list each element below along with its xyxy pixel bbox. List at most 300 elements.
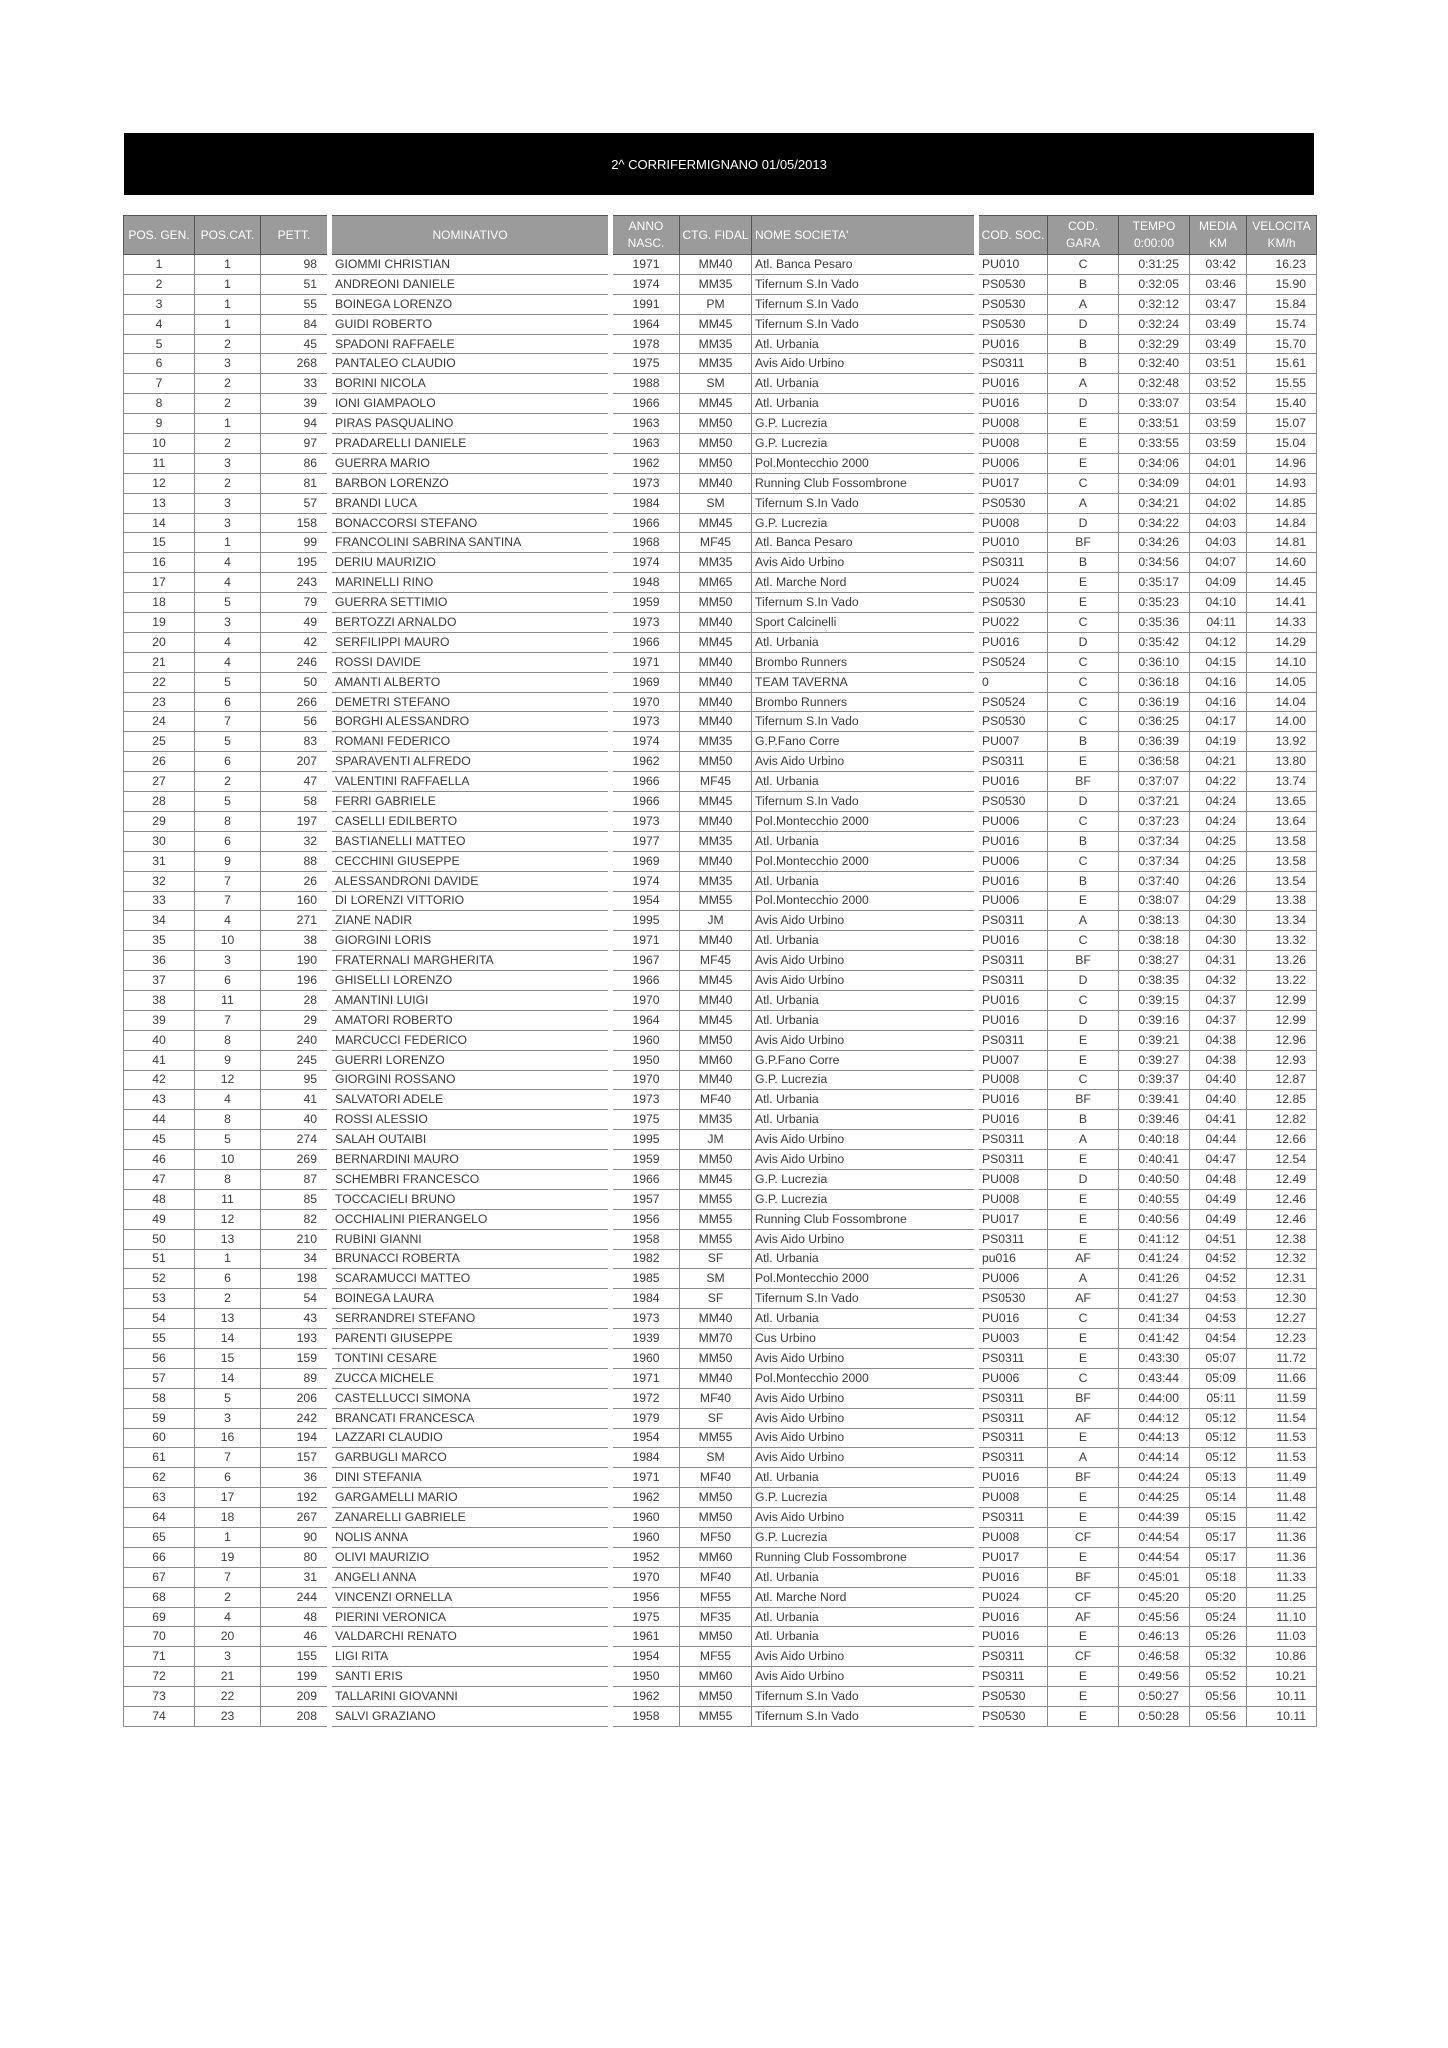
cell-velocita: 13.54 <box>1247 871 1317 891</box>
cell-cod-gara: BF <box>1048 1567 1119 1587</box>
cell-cod-soc: PS0530 <box>977 712 1048 732</box>
cell-societa: Pol.Montecchio 2000 <box>752 1269 977 1289</box>
cell-ctg: MM55 <box>680 891 752 911</box>
cell-pos-cat: 2 <box>195 772 261 792</box>
cell-nominativo: GHISELLI LORENZO <box>330 971 611 991</box>
cell-tempo: 0:45:20 <box>1119 1587 1190 1607</box>
cell-pos-gen: 61 <box>124 1448 195 1468</box>
cell-velocita: 12.85 <box>1247 1090 1317 1110</box>
cell-pos-gen: 54 <box>124 1309 195 1329</box>
cell-nominativo: BERTOZZI ARNALDO <box>330 613 611 633</box>
cell-velocita: 12.46 <box>1247 1189 1317 1209</box>
cell-ctg: MF45 <box>680 772 752 792</box>
cell-pett: 90 <box>261 1528 330 1548</box>
cell-cod-gara: A <box>1048 1448 1119 1468</box>
cell-pett: 210 <box>261 1229 330 1249</box>
cell-nominativo: MARINELLI RINO <box>330 573 611 593</box>
table-row <box>124 951 1317 971</box>
cell-pett: 38 <box>261 931 330 951</box>
cell-cod-soc: PU003 <box>977 1329 1048 1349</box>
cell-velocita: 12.32 <box>1247 1249 1317 1269</box>
cell-pos-gen: 57 <box>124 1368 195 1388</box>
table-row <box>124 1408 1317 1428</box>
cell-anno: 1966 <box>611 394 680 414</box>
cell-pett: 206 <box>261 1388 330 1408</box>
cell-velocita: 12.38 <box>1247 1229 1317 1249</box>
cell-anno: 1969 <box>611 851 680 871</box>
cell-ctg: SM <box>680 1269 752 1289</box>
cell-anno: 1956 <box>611 1587 680 1607</box>
cell-velocita: 12.99 <box>1247 990 1317 1010</box>
table-row <box>124 414 1317 434</box>
cell-anno: 1954 <box>611 1647 680 1667</box>
cell-ctg: MM70 <box>680 1329 752 1349</box>
cell-cod-gara: AF <box>1048 1249 1119 1269</box>
cell-ctg: JM <box>680 1130 752 1150</box>
cell-cod-gara: AF <box>1048 1408 1119 1428</box>
cell-pos-cat: 6 <box>195 692 261 712</box>
cell-pett: 84 <box>261 314 330 334</box>
table-row <box>124 1428 1317 1448</box>
cell-cod-soc: PU022 <box>977 613 1048 633</box>
table-row <box>124 931 1317 951</box>
cell-pett: 274 <box>261 1130 330 1150</box>
cell-nominativo: GIORGINI ROSSANO <box>330 1070 611 1090</box>
cell-velocita: 14.10 <box>1247 652 1317 672</box>
cell-velocita: 11.10 <box>1247 1607 1317 1627</box>
cell-pos-gen: 68 <box>124 1587 195 1607</box>
cell-societa: Atl. Urbania <box>752 334 977 354</box>
cell-cod-gara: E <box>1048 1209 1119 1229</box>
cell-tempo: 0:44:13 <box>1119 1428 1190 1448</box>
cell-pos-cat: 6 <box>195 971 261 991</box>
table-row <box>124 1707 1317 1727</box>
cell-nominativo: GUERRA SETTIMIO <box>330 593 611 613</box>
cell-ctg: MM50 <box>680 1348 752 1368</box>
cell-velocita: 11.25 <box>1247 1587 1317 1607</box>
cell-pett: 85 <box>261 1189 330 1209</box>
cell-velocita: 14.45 <box>1247 573 1317 593</box>
cell-societa: Atl. Urbania <box>752 1607 977 1627</box>
cell-cod-gara: E <box>1048 1428 1119 1448</box>
cell-ctg: MM45 <box>680 792 752 812</box>
header-velocita: VELOCITA KM/h <box>1247 216 1317 255</box>
table-row <box>124 632 1317 652</box>
cell-cod-gara: E <box>1048 573 1119 593</box>
table-row <box>124 792 1317 812</box>
cell-anno: 1977 <box>611 831 680 851</box>
cell-media: 04:54 <box>1190 1329 1247 1349</box>
cell-cod-soc: 0 <box>977 672 1048 692</box>
table-row <box>124 1528 1317 1548</box>
cell-societa: Brombo Runners <box>752 652 977 672</box>
cell-ctg: MF40 <box>680 1388 752 1408</box>
cell-tempo: 0:39:46 <box>1119 1110 1190 1130</box>
cell-tempo: 0:40:56 <box>1119 1209 1190 1229</box>
cell-ctg: MM35 <box>680 553 752 573</box>
cell-cod-gara: D <box>1048 1010 1119 1030</box>
cell-nominativo: FRATERNALI MARGHERITA <box>330 951 611 971</box>
cell-pos-gen: 32 <box>124 871 195 891</box>
table-row <box>124 1667 1317 1687</box>
cell-velocita: 12.96 <box>1247 1030 1317 1050</box>
cell-societa: Avis Aido Urbino <box>752 1647 977 1667</box>
cell-cod-gara: E <box>1048 1687 1119 1707</box>
cell-pett: 208 <box>261 1707 330 1727</box>
cell-ctg: MM45 <box>680 513 752 533</box>
cell-cod-soc: PU016 <box>977 394 1048 414</box>
cell-pos-cat: 4 <box>195 911 261 931</box>
cell-pos-cat: 13 <box>195 1309 261 1329</box>
cell-media: 03:54 <box>1190 394 1247 414</box>
cell-pos-cat: 11 <box>195 990 261 1010</box>
cell-pos-gen: 38 <box>124 990 195 1010</box>
cell-cod-soc: PS0530 <box>977 593 1048 613</box>
cell-pos-gen: 70 <box>124 1627 195 1647</box>
cell-pett: 240 <box>261 1030 330 1050</box>
cell-cod-gara: B <box>1048 354 1119 374</box>
cell-pos-cat: 5 <box>195 672 261 692</box>
cell-cod-gara: E <box>1048 1030 1119 1050</box>
cell-cod-soc: PS0530 <box>977 1707 1048 1727</box>
cell-societa: Pol.Montecchio 2000 <box>752 851 977 871</box>
table-row <box>124 374 1317 394</box>
cell-pos-cat: 2 <box>195 394 261 414</box>
cell-anno: 1970 <box>611 990 680 1010</box>
cell-tempo: 0:41:27 <box>1119 1289 1190 1309</box>
cell-pos-gen: 36 <box>124 951 195 971</box>
cell-pos-gen: 65 <box>124 1528 195 1548</box>
results-body <box>124 255 1317 1727</box>
cell-velocita: 14.29 <box>1247 632 1317 652</box>
cell-anno: 1964 <box>611 1010 680 1030</box>
cell-nominativo: PIRAS PASQUALINO <box>330 414 611 434</box>
cell-nominativo: BOINEGA LAURA <box>330 1289 611 1309</box>
cell-anno: 1970 <box>611 1567 680 1587</box>
header-tempo: TEMPO 0:00:00 <box>1119 216 1190 255</box>
cell-cod-gara: BF <box>1048 1468 1119 1488</box>
cell-velocita: 10.86 <box>1247 1647 1317 1667</box>
cell-nominativo: BRUNACCI ROBERTA <box>330 1249 611 1269</box>
cell-ctg: MM35 <box>680 1110 752 1130</box>
cell-nominativo: GUERRA MARIO <box>330 453 611 473</box>
cell-media: 05:20 <box>1190 1587 1247 1607</box>
cell-media: 04:03 <box>1190 513 1247 533</box>
cell-anno: 1985 <box>611 1269 680 1289</box>
cell-pos-gen: 21 <box>124 652 195 672</box>
cell-pos-gen: 8 <box>124 394 195 414</box>
cell-velocita: 13.38 <box>1247 891 1317 911</box>
cell-velocita: 13.65 <box>1247 792 1317 812</box>
cell-pos-gen: 45 <box>124 1130 195 1150</box>
cell-cod-soc: PU016 <box>977 1090 1048 1110</box>
cell-pos-gen: 37 <box>124 971 195 991</box>
cell-cod-gara: BF <box>1048 951 1119 971</box>
cell-pett: 83 <box>261 732 330 752</box>
cell-velocita: 15.61 <box>1247 354 1317 374</box>
header-societa: NOME SOCIETA' <box>752 216 977 255</box>
cell-ctg: MM35 <box>680 831 752 851</box>
cell-ctg: MF55 <box>680 1587 752 1607</box>
cell-pos-cat: 5 <box>195 1130 261 1150</box>
cell-pett: 31 <box>261 1567 330 1587</box>
cell-cod-soc: PU017 <box>977 1547 1048 1567</box>
header-nominativo: NOMINATIVO <box>330 216 611 255</box>
cell-tempo: 0:34:26 <box>1119 533 1190 553</box>
cell-velocita: 10.21 <box>1247 1667 1317 1687</box>
cell-nominativo: BRANCATI FRANCESCA <box>330 1408 611 1428</box>
cell-velocita: 15.70 <box>1247 334 1317 354</box>
cell-societa: Atl. Urbania <box>752 394 977 414</box>
table-row <box>124 1249 1317 1269</box>
cell-velocita: 13.58 <box>1247 831 1317 851</box>
cell-cod-soc: PS0524 <box>977 692 1048 712</box>
table-row <box>124 1010 1317 1030</box>
cell-societa: Avis Aido Urbino <box>752 1130 977 1150</box>
cell-media: 04:16 <box>1190 672 1247 692</box>
cell-pett: 155 <box>261 1647 330 1667</box>
table-row <box>124 294 1317 314</box>
cell-pett: 95 <box>261 1070 330 1090</box>
cell-cod-soc: PU008 <box>977 1488 1048 1508</box>
cell-anno: 1978 <box>611 334 680 354</box>
cell-anno: 1973 <box>611 811 680 831</box>
table-row <box>124 652 1317 672</box>
cell-societa: Brombo Runners <box>752 692 977 712</box>
cell-nominativo: SANTI ERIS <box>330 1667 611 1687</box>
cell-velocita: 14.60 <box>1247 553 1317 573</box>
cell-pos-cat: 14 <box>195 1368 261 1388</box>
cell-tempo: 0:44:12 <box>1119 1408 1190 1428</box>
cell-cod-soc: PS0311 <box>977 1229 1048 1249</box>
cell-anno: 1973 <box>611 613 680 633</box>
cell-cod-gara: E <box>1048 1627 1119 1647</box>
cell-cod-gara: C <box>1048 473 1119 493</box>
cell-media: 03:47 <box>1190 294 1247 314</box>
table-row <box>124 513 1317 533</box>
cell-pos-gen: 50 <box>124 1229 195 1249</box>
table-row <box>124 871 1317 891</box>
cell-pett: 49 <box>261 613 330 633</box>
cell-anno: 1984 <box>611 1289 680 1309</box>
table-row <box>124 473 1317 493</box>
cell-pos-gen: 34 <box>124 911 195 931</box>
cell-cod-gara: C <box>1048 712 1119 732</box>
cell-pos-cat: 6 <box>195 1269 261 1289</box>
cell-media: 04:31 <box>1190 951 1247 971</box>
table-row <box>124 1130 1317 1150</box>
cell-cod-soc: PU008 <box>977 414 1048 434</box>
cell-cod-soc: PU006 <box>977 851 1048 871</box>
cell-nominativo: GIOMMI CHRISTIAN <box>330 255 611 275</box>
table-row <box>124 1488 1317 1508</box>
cell-media: 04:16 <box>1190 692 1247 712</box>
cell-velocita: 14.04 <box>1247 692 1317 712</box>
cell-pett: 56 <box>261 712 330 732</box>
cell-ctg: MM40 <box>680 990 752 1010</box>
cell-pos-cat: 3 <box>195 951 261 971</box>
cell-cod-soc: PU024 <box>977 1587 1048 1607</box>
cell-cod-soc: PU008 <box>977 1528 1048 1548</box>
cell-pos-gen: 5 <box>124 334 195 354</box>
cell-pos-gen: 20 <box>124 632 195 652</box>
cell-pett: 99 <box>261 533 330 553</box>
cell-pos-gen: 6 <box>124 354 195 374</box>
cell-pos-cat: 3 <box>195 1408 261 1428</box>
cell-nominativo: LAZZARI CLAUDIO <box>330 1428 611 1448</box>
cell-cod-soc: PS0530 <box>977 1687 1048 1707</box>
cell-tempo: 0:41:12 <box>1119 1229 1190 1249</box>
cell-tempo: 0:43:30 <box>1119 1348 1190 1368</box>
cell-pos-cat: 7 <box>195 1448 261 1468</box>
cell-pett: 194 <box>261 1428 330 1448</box>
cell-velocita: 12.87 <box>1247 1070 1317 1090</box>
cell-media: 04:01 <box>1190 453 1247 473</box>
cell-nominativo: ROSSI DAVIDE <box>330 652 611 672</box>
cell-ctg: MM50 <box>680 1030 752 1050</box>
cell-media: 03:49 <box>1190 314 1247 334</box>
cell-pett: 97 <box>261 434 330 454</box>
cell-ctg: MF40 <box>680 1090 752 1110</box>
table-row <box>124 1070 1317 1090</box>
cell-pos-gen: 71 <box>124 1647 195 1667</box>
cell-anno: 1966 <box>611 1169 680 1189</box>
cell-media: 05:12 <box>1190 1448 1247 1468</box>
cell-societa: Atl. Urbania <box>752 1110 977 1130</box>
cell-anno: 1963 <box>611 414 680 434</box>
cell-societa: Avis Aido Urbino <box>752 1348 977 1368</box>
cell-pos-cat: 22 <box>195 1687 261 1707</box>
cell-pett: 196 <box>261 971 330 991</box>
cell-velocita: 11.72 <box>1247 1348 1317 1368</box>
cell-anno: 1988 <box>611 374 680 394</box>
cell-cod-soc: PS0311 <box>977 1130 1048 1150</box>
cell-anno: 1960 <box>611 1348 680 1368</box>
cell-cod-soc: PU006 <box>977 1269 1048 1289</box>
cell-velocita: 11.49 <box>1247 1468 1317 1488</box>
cell-cod-soc: PS0311 <box>977 1647 1048 1667</box>
table-row <box>124 573 1317 593</box>
cell-pos-gen: 23 <box>124 692 195 712</box>
cell-pett: 29 <box>261 1010 330 1030</box>
table-row <box>124 334 1317 354</box>
cell-cod-soc: PU010 <box>977 533 1048 553</box>
cell-tempo: 0:44:25 <box>1119 1488 1190 1508</box>
cell-pos-gen: 3 <box>124 294 195 314</box>
cell-velocita: 11.33 <box>1247 1567 1317 1587</box>
cell-anno: 1991 <box>611 294 680 314</box>
cell-tempo: 0:38:18 <box>1119 931 1190 951</box>
cell-societa: Tifernum S.In Vado <box>752 274 977 294</box>
cell-pos-cat: 21 <box>195 1667 261 1687</box>
cell-nominativo: SALVI GRAZIANO <box>330 1707 611 1727</box>
cell-nominativo: GARBUGLI MARCO <box>330 1448 611 1468</box>
cell-societa: Atl. Urbania <box>752 1468 977 1488</box>
cell-pos-gen: 63 <box>124 1488 195 1508</box>
cell-velocita: 11.36 <box>1247 1547 1317 1567</box>
cell-pos-gen: 28 <box>124 792 195 812</box>
cell-velocita: 14.81 <box>1247 533 1317 553</box>
cell-tempo: 0:37:23 <box>1119 811 1190 831</box>
cell-media: 04:01 <box>1190 473 1247 493</box>
cell-societa: Avis Aido Urbino <box>752 1030 977 1050</box>
cell-media: 04:29 <box>1190 891 1247 911</box>
cell-societa: Atl. Marche Nord <box>752 573 977 593</box>
cell-cod-soc: PU024 <box>977 573 1048 593</box>
cell-anno: 1971 <box>611 255 680 275</box>
cell-ctg: MF45 <box>680 951 752 971</box>
cell-cod-gara: D <box>1048 1169 1119 1189</box>
cell-pett: 268 <box>261 354 330 374</box>
cell-pett: 159 <box>261 1348 330 1368</box>
cell-societa: Pol.Montecchio 2000 <box>752 811 977 831</box>
cell-nominativo: PRADARELLI DANIELE <box>330 434 611 454</box>
cell-pett: 157 <box>261 1448 330 1468</box>
cell-cod-soc: PS0530 <box>977 792 1048 812</box>
cell-nominativo: MARCUCCI FEDERICO <box>330 1030 611 1050</box>
cell-anno: 1971 <box>611 1468 680 1488</box>
cell-pett: 267 <box>261 1508 330 1528</box>
cell-tempo: 0:50:28 <box>1119 1707 1190 1727</box>
cell-societa: Avis Aido Urbino <box>752 354 977 374</box>
cell-pos-gen: 16 <box>124 553 195 573</box>
cell-media: 04:41 <box>1190 1110 1247 1130</box>
cell-velocita: 14.33 <box>1247 613 1317 633</box>
cell-velocita: 15.55 <box>1247 374 1317 394</box>
cell-pos-cat: 8 <box>195 1030 261 1050</box>
cell-anno: 1950 <box>611 1050 680 1070</box>
cell-tempo: 0:36:18 <box>1119 672 1190 692</box>
cell-cod-gara: E <box>1048 1189 1119 1209</box>
table-row <box>124 434 1317 454</box>
cell-pos-gen: 41 <box>124 1050 195 1070</box>
cell-pett: 98 <box>261 255 330 275</box>
cell-media: 04:40 <box>1190 1090 1247 1110</box>
cell-velocita: 15.04 <box>1247 434 1317 454</box>
cell-cod-gara: B <box>1048 334 1119 354</box>
cell-pos-cat: 2 <box>195 434 261 454</box>
cell-media: 04:24 <box>1190 811 1247 831</box>
cell-tempo: 0:33:07 <box>1119 394 1190 414</box>
cell-cod-soc: PU006 <box>977 453 1048 473</box>
cell-nominativo: ALESSANDRONI DAVIDE <box>330 871 611 891</box>
cell-media: 03:59 <box>1190 434 1247 454</box>
cell-societa: Tifernum S.In Vado <box>752 712 977 732</box>
cell-media: 04:51 <box>1190 1229 1247 1249</box>
cell-tempo: 0:37:21 <box>1119 792 1190 812</box>
cell-pos-gen: 47 <box>124 1169 195 1189</box>
cell-nominativo: SPADONI RAFFAELE <box>330 334 611 354</box>
cell-anno: 1982 <box>611 1249 680 1269</box>
cell-cod-soc: PU010 <box>977 255 1048 275</box>
table-row <box>124 354 1317 374</box>
cell-anno: 1959 <box>611 1150 680 1170</box>
cell-tempo: 0:39:41 <box>1119 1090 1190 1110</box>
cell-ctg: MM60 <box>680 1050 752 1070</box>
cell-tempo: 0:32:48 <box>1119 374 1190 394</box>
cell-ctg: MM40 <box>680 672 752 692</box>
cell-velocita: 15.07 <box>1247 414 1317 434</box>
cell-velocita: 14.41 <box>1247 593 1317 613</box>
cell-cod-gara: A <box>1048 911 1119 931</box>
cell-cod-gara: C <box>1048 672 1119 692</box>
cell-nominativo: IONI GIAMPAOLO <box>330 394 611 414</box>
cell-anno: 1956 <box>611 1209 680 1229</box>
cell-nominativo: PIERINI VERONICA <box>330 1607 611 1627</box>
table-row <box>124 990 1317 1010</box>
cell-tempo: 0:37:40 <box>1119 871 1190 891</box>
cell-pos-gen: 9 <box>124 414 195 434</box>
